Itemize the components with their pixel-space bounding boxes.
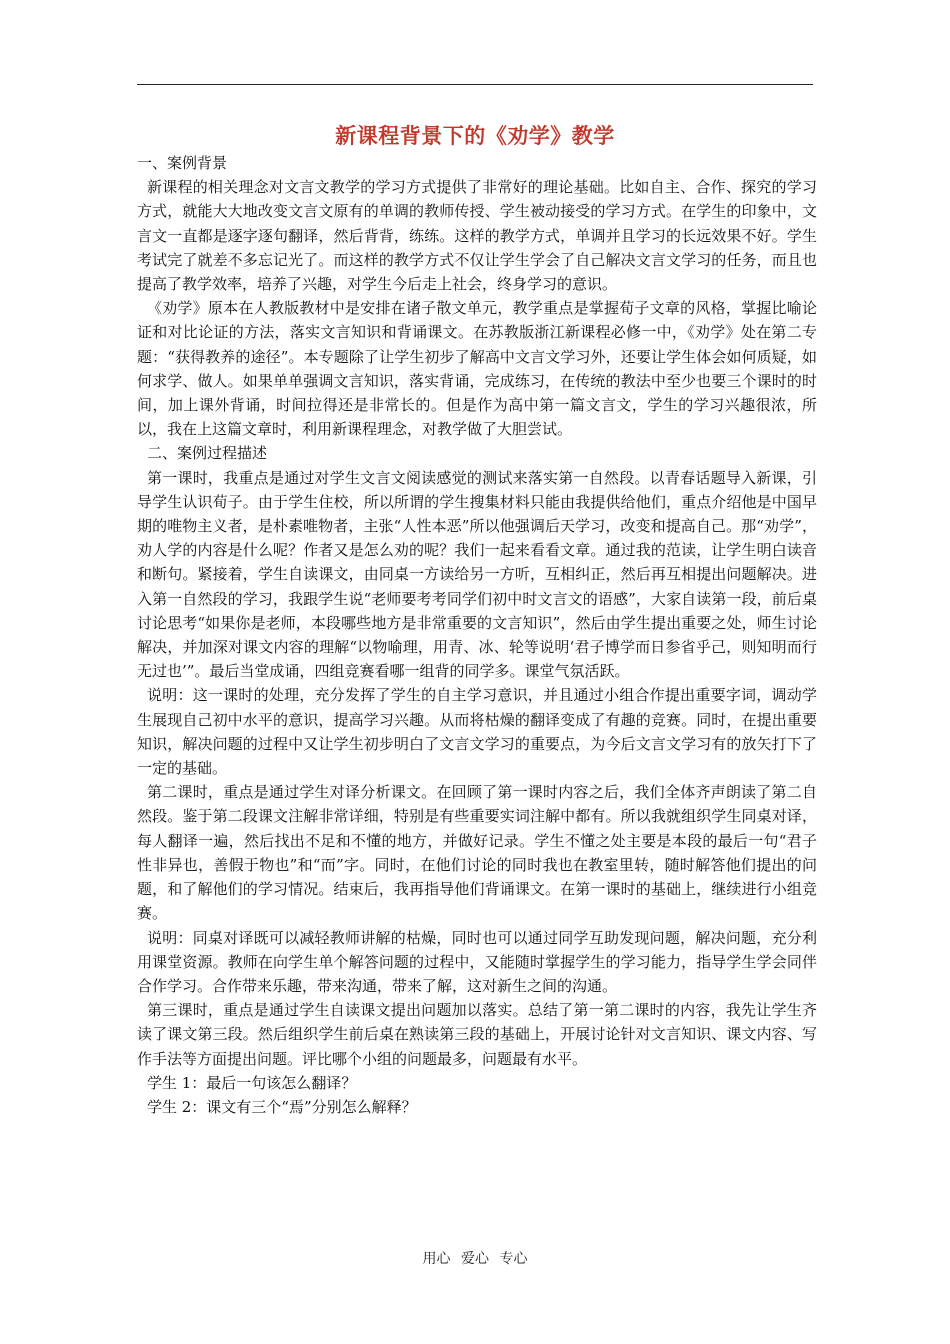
paragraph: 第一课时，我重点是通过对学生文言文阅读感觉的测试来落实第一自然段。以青春话题导入新课，引导学生认识荀子。由于学生住校，所以所谓的学生搜集材料只能由我提供给他们，重点介绍他是中国早期的唯物主义者，是朴素唯物者，主张“人性本恶”所以他强调后天学习，改变和提高自己。那“劝学”，劝人学的内容是什么呢？作者又是怎么劝的呢？我们一起来看看文章。通过我的范读，让学生明白读音和断句。紧接着，学生自读课文，由同桌一方读给另一方听，互相纠正，然后再互相提出问题解决。进入第一自然段的学习，我跟学生说“老师要考考同学们初中时文言文的语感”，大家自读第一段，前后桌讨论思考“如果你是老师，本段哪些地方是非常重要的文言知识”，然后由学生提出重要之处，师生讨论解决，并加深对课文内容的理解“以物喻理，用青、冰、轮等说明‘君子博学而日参省乎己，则知明而行无过也’”。最后当堂成诵，四组竞赛看哪一组背的同学多。课堂气氛活跃。 [137, 468, 817, 681]
page-footer: 用心 爱心 专心 [422, 1251, 528, 1267]
paragraph: 学生 2：课文有三个“焉”分别怎么解释？ [147, 1097, 417, 1116]
paragraph: 说明：同桌对译既可以减轻教师讲解的枯燥，同时也可以通过同学互助发现问题，解决问题，充分利用课堂资源。教师在向学生单个解答问题的过程中，又能随时掌握学生的学习能力，指导学生学会同伴合作学习。合作带来乐趣，带来沟通，带来了解，这对新生之间的沟通。 [137, 928, 817, 995]
paragraph: 学生 1：最后一句该怎么翻译？ [147, 1073, 357, 1092]
document-body [137, 151, 817, 1119]
page-title: 新课程背景下的《劝学》教学 [335, 124, 615, 148]
paragraph: 第三课时，重点是通过学生自读课文提出问题加以落实。总结了第一第二课时的内容，我先让学生齐读了课文第三段。然后组织学生前后桌在熟读第三段的基础上，开展讨论针对文言知识、课文内容、写作手法等方面提出问题。评比哪个小组的问题最多，问题最有水平。 [137, 1001, 817, 1068]
paragraph: 新课程的相关理念对文言文教学的学习方式提供了非常好的理论基础。比如自主、合作、探究的学习方式，就能大大地改变文言文原有的单调的教师传授、学生被动接受的学习方式。在学生的印象中，文言文一直都是逐字逐句翻译，然后背背，练练。这样的教学方式，单调并且学习的长远效果不好。学生考试完了就差不多忘记光了。而这样的教学方式不仅让学生学会了自己解决文言文学习的任务，而且也提高了教学效率，培养了兴趣，对学生今后走上社会，终身学习的意识。 [137, 178, 817, 294]
section-heading: 一、案例背景 [137, 154, 228, 172]
paragraph: 《劝学》原本在人教版教材中是安排在诸子散文单元，教学重点是掌握荀子文章的风格，掌握比喻论证和对比论证的方法，落实文言知识和背诵课文。在苏教版浙江新课程必修一中，《劝学》处在第二专题：“获得教养的途径”。本专题除了让学生初步了解高中文言文学习外，还要让学生体会如何质疑，如何求学、做人。如果单单强调文言知识，落实背诵，完成练习，在传统的教法中至少也要三个课时的时间，加上课外背诵，时间拉得还是非常长的。但是作为高中第一篇文言文，学生的学习兴趣很浓，所以，我在上这篇文章时，利用新课程理念，对教学做了大胆尝试。 [137, 299, 817, 439]
header-rule [137, 84, 813, 85]
paragraph: 第二课时，重点是通过学生对译分析课文。在回顾了第一课时内容之后，我们全体齐声朗读了第二自然段。鉴于第二段课文注解非常详细，特别是有些重要实词注解中都有。所以我就组织学生同桌对译，每人翻译一遍，然后找出不足和不懂的地方，并做好记录。学生不懂之处主要是本段的最后一句“君子性非异也，善假于物也”和“而”字。同时，在他们讨论的同时我也在教室里转，随时解答他们提出的问题，和了解他们的学习情况。结束后，我再指导他们背诵课文。在第一课时的基础上，继续进行小组竞赛。 [137, 783, 817, 923]
paragraph: 说明：这一课时的处理，充分发挥了学生的自主学习意识，并且通过小组合作提出重要字词，调动学生展现自己初中水平的意识，提高学习兴趣。从而将枯燥的翻译变成了有趣的竞赛。同时，在提出重要知识，解决问题的过程中又让学生初步明白了文言文学习的重要点，为今后文言文学习有的放矢打下了一定的基础。 [137, 686, 817, 778]
section-heading: 二、案例过程描述 [147, 444, 268, 463]
